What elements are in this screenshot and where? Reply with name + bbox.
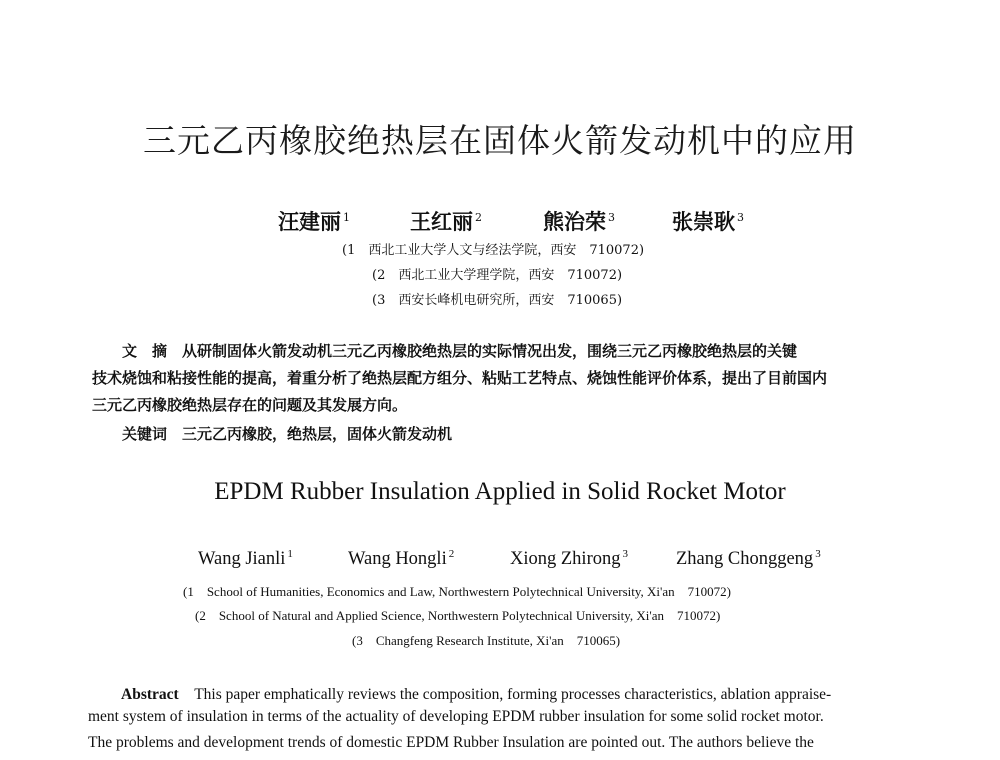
cn-author-3: 熊治荣 $^3$ [543,209,615,234]
cn-affiliation-2: (2 西北工业大学理学院，西安 710072) [372,268,623,283]
en-affiliation-2: (2 School of Natural and Applied Science, Northwestern Polytechnical University, Xi'an 710072) [195,608,721,623]
en-author-3: Xiong Zhirong $^3$ [510,548,628,570]
cn-affiliation-3: (3 西安长峰机电研究所，西安 710065) [372,293,623,308]
en-abstract-label: Abstract [121,686,179,703]
en-abstract-line-1: Abstract This paper emphatically reviews the composition, forming processes characteristics, ablation appraise- [121,686,832,703]
cn-author-1: 汪建丽 $^1$ [278,209,350,234]
cn-keywords-label: 关键词 [122,425,168,443]
cn-author-4: 张崇耿 $^3$ [672,209,744,234]
en-author-1: Wang Jianli $^1$ [198,548,293,570]
chinese-title: 三元乙丙橡胶绝热层在固体火箭发动机中的应用 [143,121,857,160]
en-affiliation-3: (3 Changfeng Research Institute, Xi'an 710065) [352,633,621,648]
cn-author-2: 王红丽 $^2$ [410,209,482,234]
en-author-4: Zhang Chonggeng $^3$ [676,548,821,570]
english-title: EPDM Rubber Insulation Applied in Solid Rocket Motor [214,478,786,505]
en-author-2: Wang Hongli $^2$ [348,548,455,570]
cn-keywords: 关键词 三元乙丙橡胶，绝热层，固体火箭发动机 [122,425,453,443]
en-abstract-line-2: ment system of insulation in terms of the actuality of developing EPDM rubber insulation for some solid rocket motor. [88,708,824,725]
en-affiliation-1: (1 School of Humanities, Economics and Law, Northwestern Polytechnical University, Xi'an 710072) [183,584,731,599]
cn-abstract-label: 文 摘 [122,342,168,360]
en-abstract-line-3: The problems and development trends of domestic EPDM Rubber Insulation are pointed out. The authors believe the [88,734,814,751]
cn-abstract-line-2: 技术烧蚀和粘接性能的提高，着重分析了绝热层配方组分、粘贴工艺特点、烧蚀性能评价体系，提出了目前国内 [92,369,828,387]
cn-affiliation-1: (1 西北工业大学人文与经法学院，西安 710072) [342,243,645,258]
cn-abstract-line-3: 三元乙丙橡胶绝热层存在的问题及其发展方向。 [92,396,408,414]
cn-abstract-line-1: 文 摘 从研制固体火箭发动机三元乙丙橡胶绝热层的实际情况出发，围绕三元乙丙橡胶绝热层的关键 [122,342,798,360]
